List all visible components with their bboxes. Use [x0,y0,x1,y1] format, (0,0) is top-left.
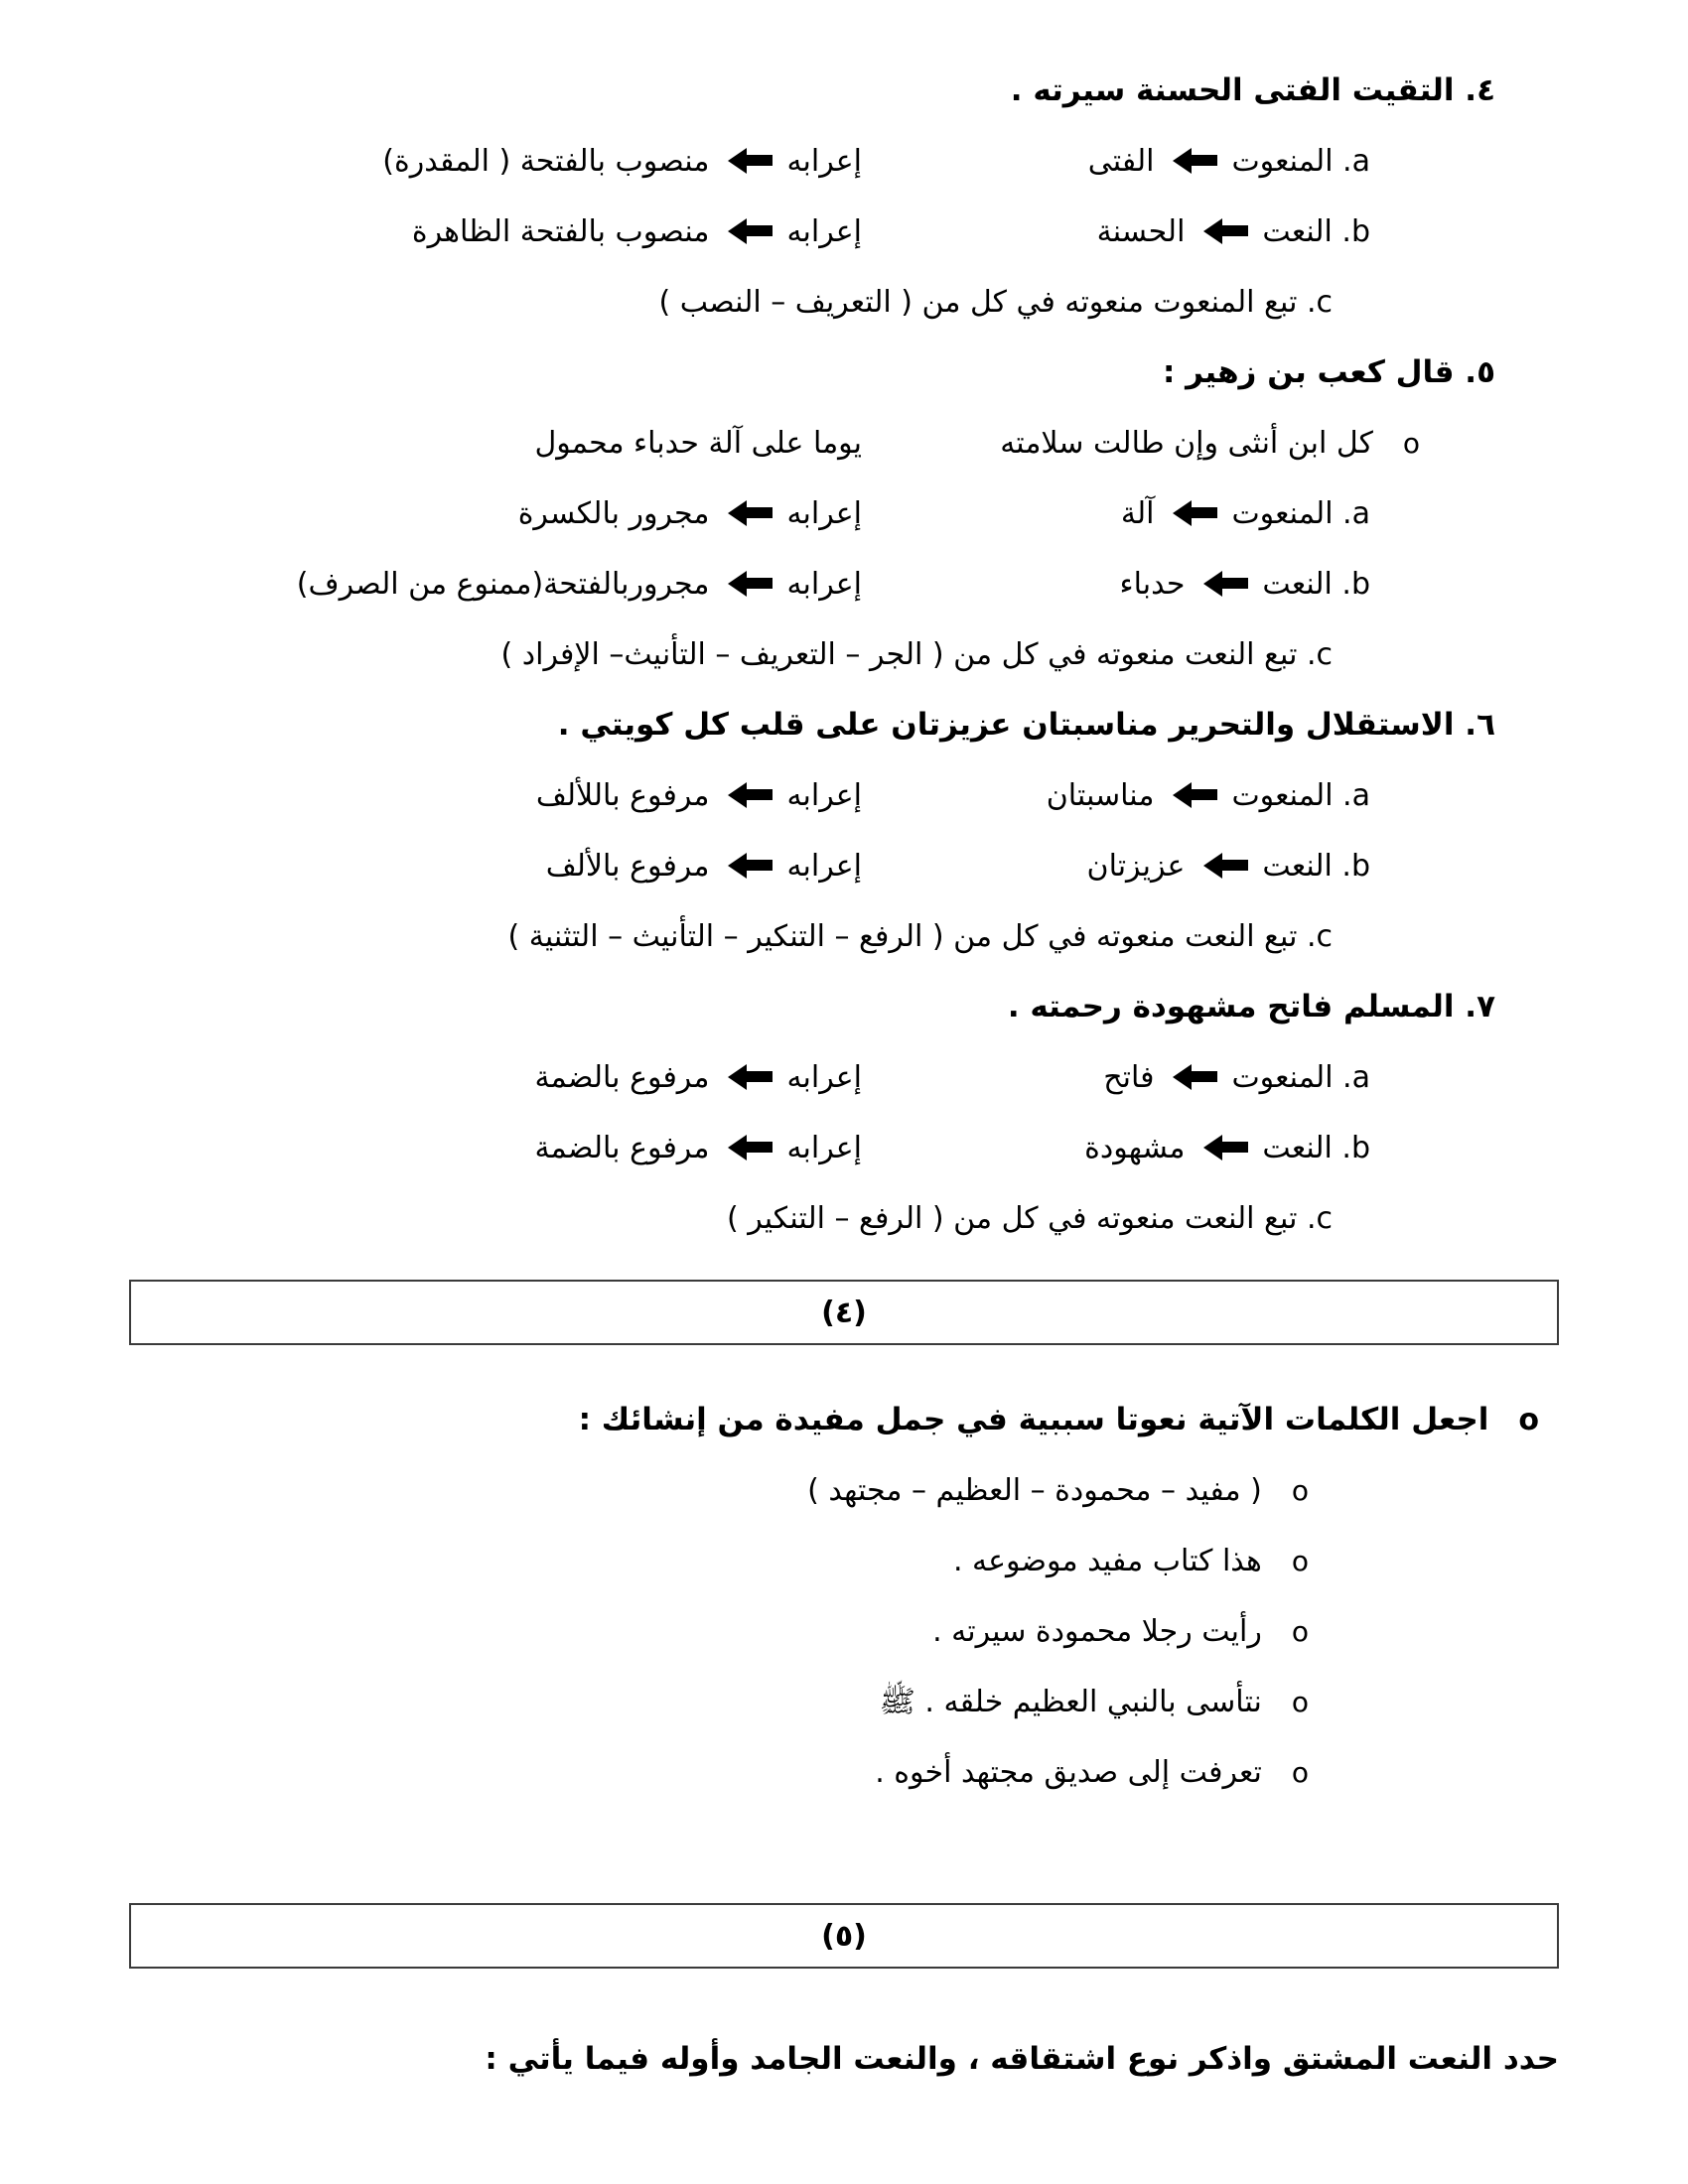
bullet-text: نتأسى بالنبي العظيم خلقه . ﷺ [879,1685,1262,1719]
arrow-left-icon [1192,155,1217,166]
subject-label: a. المنعوت [1231,496,1370,531]
i3rab-value: مرفوع بالضمة [534,1060,710,1095]
subject-label: a. المنعوت [1231,1060,1370,1095]
i3rab-label: إعرابه [786,1060,862,1095]
bullet-text: تعرفت إلى صديق مجتهد أخوه . [875,1755,1262,1790]
subject-label: a. المنعوت [1231,144,1370,179]
i3rab-value: مرفوع بالألف [545,849,710,884]
question-7-block [129,972,1559,1254]
subject-value: مناسبتان [1046,778,1155,813]
subject-cell [862,126,1370,197]
analysis-row [129,831,1370,901]
question-6-block [129,690,1559,972]
subject-value: الفتى [1087,144,1155,179]
section-4-instruction [129,1385,1539,1455]
arrow-left-icon [1222,578,1248,589]
i3rab-cell [129,760,862,831]
subject-value: حدباء [1119,567,1186,602]
bullet-text: هذا كتاب مفيد موضوعه . [952,1544,1262,1578]
i3rab-value: مرفوع باللألف [535,778,710,813]
subject-cell [862,760,1370,831]
i3rab-value: منصوب بالفتحة ( المقدرة) [382,144,710,179]
i3rab-label: إعرابه [786,778,862,813]
arrow-left-icon [747,1142,773,1153]
arrow-left-icon [747,507,773,518]
example-sentence [129,1667,1309,1737]
question-5-block [129,338,1559,690]
i3rab-label: إعرابه [786,567,862,602]
arrow-left-icon [1222,1142,1248,1153]
arrow-left-icon [747,578,773,589]
verse-row [129,408,1420,478]
i3rab-label: إعرابه [786,1131,862,1165]
arrow-left-icon [747,155,773,166]
example-sentence [129,1526,1309,1596]
bullet-icon: o [1291,1474,1309,1507]
word-list-item [129,1455,1309,1526]
question-6-heading: ٦. الاستقلال والتحرير مناسبتان عزيزتان على قلب كل كويتي . [557,707,1495,743]
subject-cell [862,549,1370,619]
i3rab-cell [129,126,862,197]
section-5-divider-box [129,1903,1559,1969]
arrow-left-icon [1192,507,1217,518]
arrow-left-icon [1222,860,1248,871]
subject-label: b. النعت [1262,214,1370,249]
bullet-icon: o [1291,1615,1309,1648]
subject-label: b. النعت [1262,567,1370,602]
subject-value: آلة [1120,496,1155,531]
arrow-left-icon [1192,1071,1217,1082]
subject-value: عزيزتان [1086,849,1186,884]
i3rab-value: مجروربالفتحة(ممنوع من الصرف) [296,567,710,602]
analysis-row [129,478,1370,549]
example-sentence [129,1737,1309,1808]
subject-label: b. النعت [1262,1131,1370,1165]
i3rab-cell [129,1042,862,1113]
subject-value: مشهودة [1084,1131,1186,1165]
section-5-label: (٥) [821,1918,867,1954]
i3rab-cell [129,478,862,549]
arrow-left-icon [747,860,773,871]
arrow-left-icon [747,789,773,800]
bullet-icon: o [1291,1686,1309,1718]
i3rab-cell [129,831,862,901]
analysis-row [129,1042,1370,1113]
analysis-row [129,197,1370,267]
i3rab-cell [129,197,862,267]
i3rab-cell [129,1113,862,1183]
bullet-text: رأيت رجلا محمودة سيرته . [932,1614,1262,1649]
arrow-left-icon [747,225,773,236]
verse-text: كل ابن أنثى وإن طالت سلامته [1000,426,1373,461]
follow-line: c. تبع النعت منعوته في كل من ( الرفع – التنكير ) [726,1201,1333,1236]
analysis-row [129,1113,1370,1183]
arrow-left-icon [1222,225,1248,236]
bullet-text: ( مفيد – محمودة – العظيم – مجتهد ) [807,1473,1262,1508]
section-4-content [129,1385,1559,1808]
question-5-heading: ٥. قال كعب بن زهير : [1162,354,1495,390]
analysis-row [129,760,1370,831]
subject-cell [862,1042,1370,1113]
i3rab-value: مجرور بالكسرة [517,496,710,531]
subject-label: a. المنعوت [1231,778,1370,813]
i3rab-value: منصوب بالفتحة الظاهرة [411,214,710,249]
follow-line: c. تبع النعت منعوته في كل من ( الرفع – التنكير – التأنيث – التثنية ) [507,919,1333,954]
question-4-block [129,56,1559,338]
analysis-row [129,549,1370,619]
example-sentence [129,1596,1309,1667]
i3rab-label: إعرابه [786,849,862,884]
i3rab-label: إعرابه [786,496,862,531]
subject-cell [862,197,1370,267]
bullet-icon: o [1291,1756,1309,1789]
arrow-left-icon [747,1071,773,1082]
instruction-text: اجعل الكلمات الآتية نعوتا سببية في جمل مفيدة من إنشائك : [578,1402,1489,1437]
subject-cell [862,478,1370,549]
subject-label: b. النعت [1262,849,1370,884]
follow-line: c. تبع النعت منعوته في كل من ( الجر – التعريف – التأنيث– الإفراد ) [500,637,1333,672]
question-4-heading: ٤. التقيت الفتى الحسنة سيرته . [1010,72,1495,108]
subject-cell [862,1113,1370,1183]
subject-value: الحسنة [1096,214,1186,249]
verse-first-half [862,408,1420,478]
bullet-icon: o [1518,1403,1539,1437]
i3rab-label: إعرابه [786,214,862,249]
analysis-row [129,126,1370,197]
section-5-instruction: حدد النعت المشتق واذكر نوع اشتقاقه ، والنعت الجامد وأوله فيما يأتي : [485,2041,1559,2077]
question-7-heading: ٧. المسلم فاتح مشهودة رحمته . [1007,989,1495,1024]
subject-value: فاتح [1103,1060,1155,1095]
verse-second-half: يوما على آلة حدباء محمول [534,426,862,461]
i3rab-label: إعرابه [786,144,862,179]
section-4-divider-box [129,1280,1559,1345]
i3rab-cell [129,549,862,619]
subject-cell [862,831,1370,901]
bullet-icon: o [1402,427,1420,460]
bullet-icon: o [1291,1545,1309,1577]
follow-line: c. تبع المنعوت منعوته في كل من ( التعريف – النصب ) [658,285,1333,320]
arrow-left-icon [1192,789,1217,800]
i3rab-value: مرفوع بالضمة [534,1131,710,1165]
section-4-label: (٤) [821,1295,867,1330]
